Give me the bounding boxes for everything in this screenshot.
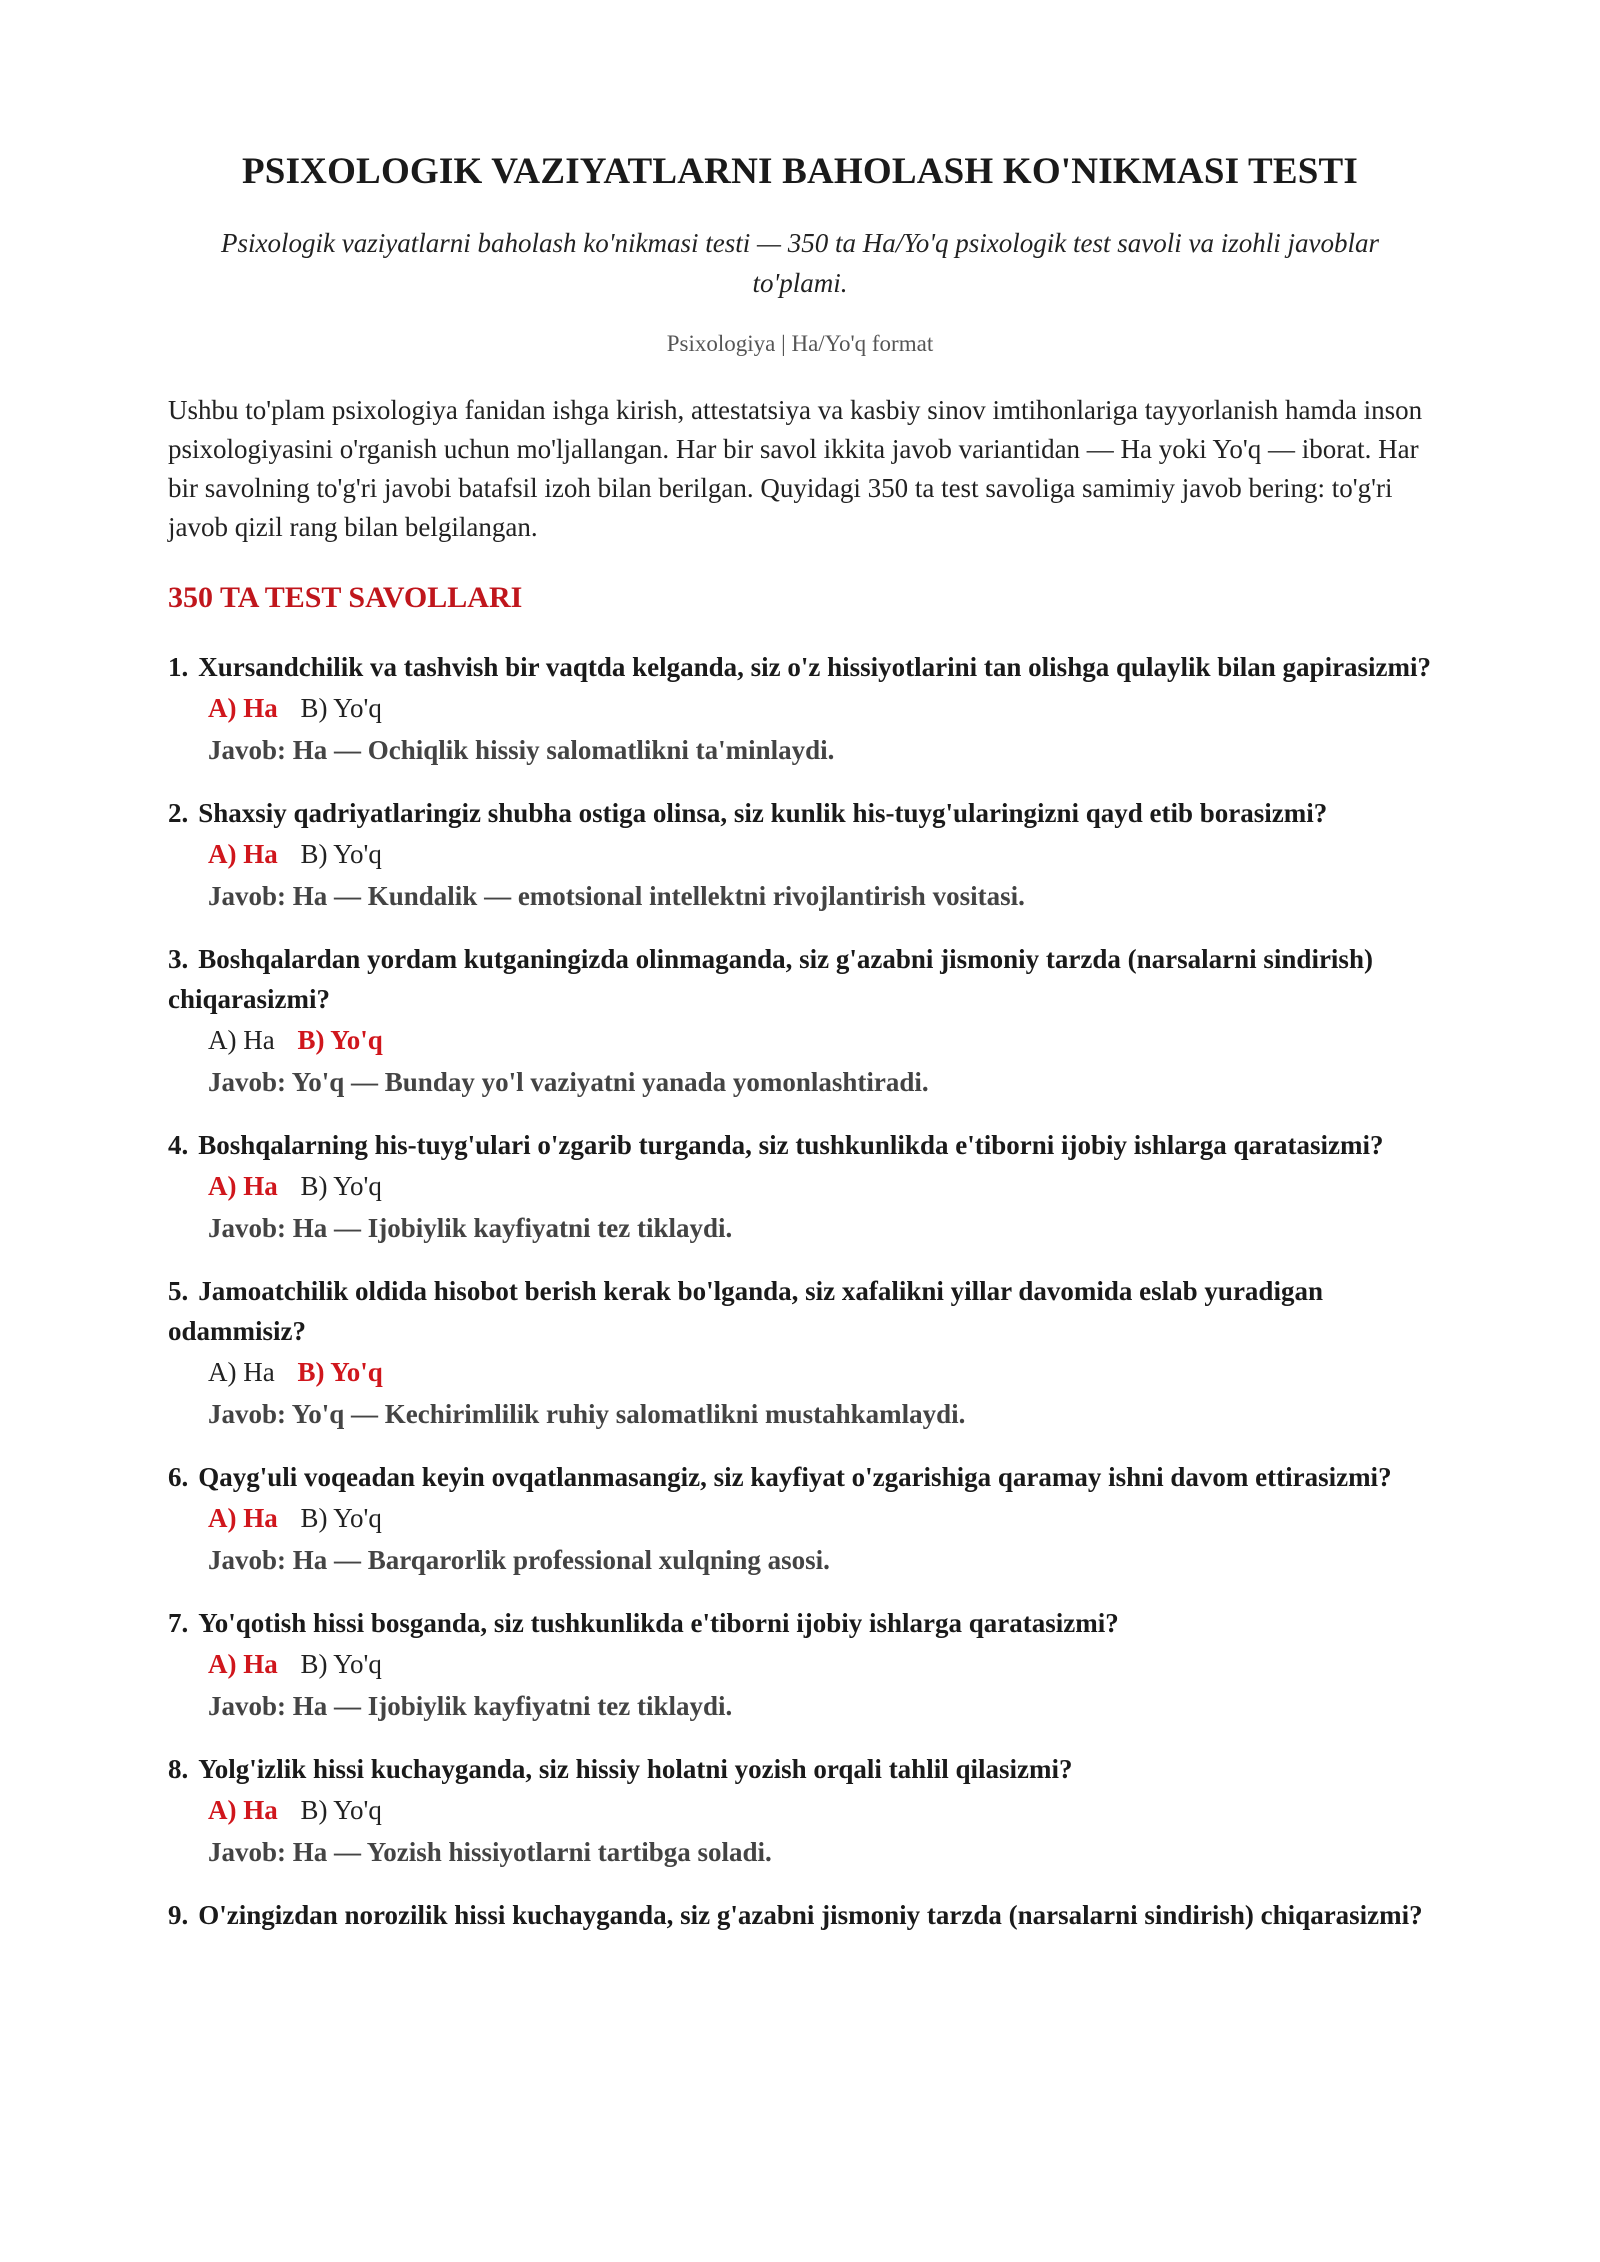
answer-explanation: Javob: Ha — Kundalik — emotsional intellektni rivojlantirish vositasi. — [208, 881, 1025, 911]
question-number: 2. — [168, 798, 189, 828]
answer-options — [208, 1789, 1432, 1831]
option-a: A) Ha — [208, 1025, 275, 1055]
section-heading: 350 TA TEST SAVOLLARI — [168, 581, 523, 614]
answer-options — [208, 1165, 1432, 1207]
question-text — [168, 1271, 1432, 1351]
answer-explanation: Javob: Ha — Ochiqlik hissiy salomatlikni ta'minlaydi. — [208, 735, 835, 765]
question-text — [168, 1603, 1432, 1643]
answer-options — [208, 687, 1432, 729]
intro-paragraph: Ushbu to'plam psixologiya fanidan ishga kirish, attestatsiya va kasbiy sinov imtihonlariga tayyorlanish hamda inson psixologiyasini o'rganish uchun mo'ljallangan. Har bir savol ikkita javob variantidan — Ha yoki Yo'q — iborat. Har bir savolning to'g'ri javobi batafsil izoh bilan berilgan. Quyidagi 350 ta test savoliga samimiy javob bering: to'g'ri javob qizil rang bilan belgilangan. — [168, 395, 1423, 542]
answer-options — [208, 1643, 1432, 1685]
option-a: A) Ha — [208, 1357, 275, 1387]
question-body: Boshqalarning his-tuyg'ulari o'zgarib turganda, siz tushkunlikda e'tiborni ijobiy ishlarga qaratasizmi? — [198, 1130, 1384, 1160]
question-item — [168, 1125, 1432, 1249]
answer-options — [208, 833, 1432, 875]
question-item — [168, 1271, 1432, 1435]
question-body: Xursandchilik va tashvish bir vaqtda kelganda, siz o'z hissiyotlarini tan olishga qulaylik bilan gapirasizmi? — [198, 652, 1432, 682]
answer-explanation: Javob: Ha — Barqarorlik professional xulqning asosi. — [208, 1545, 830, 1575]
question-list — [168, 647, 1432, 1935]
document-meta: Psixologiya | Ha/Yo'q format — [666, 331, 934, 356]
option-a: A) Ha — [208, 1649, 278, 1679]
question-body: O'zingizdan norozilik hissi kuchayganda, siz g'azabni jismoniy tarzda (narsalarni sindirish) chiqarasizmi? — [198, 1900, 1423, 1930]
question-number: 9. — [168, 1900, 189, 1930]
question-number: 7. — [168, 1608, 189, 1638]
question-number: 8. — [168, 1754, 189, 1784]
question-text — [168, 647, 1432, 687]
question-body: Qayg'uli voqeadan keyin ovqatlanmasangiz, siz kayfiyat o'zgarishiga qaramay ishni davom ettirasizmi? — [198, 1462, 1392, 1492]
option-b: B) Yo'q — [300, 839, 382, 869]
question-text — [168, 793, 1432, 833]
question-text — [168, 1749, 1432, 1789]
option-a: A) Ha — [208, 839, 278, 869]
option-b: B) Yo'q — [300, 1795, 382, 1825]
question-item — [168, 1895, 1432, 1935]
question-number: 5. — [168, 1276, 189, 1306]
option-a: A) Ha — [208, 1503, 278, 1533]
question-item — [168, 793, 1432, 917]
question-body: Yo'qotish hissi bosganda, siz tushkunlikda e'tiborni ijobiy ishlarga qaratasizmi? — [198, 1608, 1119, 1638]
question-number: 1. — [168, 652, 189, 682]
option-a: A) Ha — [208, 1795, 278, 1825]
question-text — [168, 1125, 1432, 1165]
question-item — [168, 647, 1432, 771]
question-item — [168, 1457, 1432, 1581]
document-subtitle: Psixologik vaziyatlarni baholash ko'nikmasi testi — 350 ta Ha/Yo'q psixologik test savoli va izohli javoblar to'plami. — [221, 228, 1379, 298]
question-item — [168, 1749, 1432, 1873]
option-b: B) Yo'q — [300, 693, 382, 723]
answer-options — [208, 1497, 1432, 1539]
option-b: B) Yo'q — [297, 1357, 383, 1387]
document-title: PSIXOLOGIK VAZIYATLARNI BAHOLASH KO'NIKMASI TESTI — [241, 151, 1358, 192]
question-number: 4. — [168, 1130, 189, 1160]
question-number: 6. — [168, 1462, 189, 1492]
question-body: Boshqalardan yordam kutganingizda olinmaganda, siz g'azabni jismoniy tarzda (narsalarni sindirish) chiqarasizmi? — [168, 944, 1373, 1014]
answer-options — [208, 1351, 1432, 1393]
question-item — [168, 939, 1432, 1103]
question-text — [168, 1895, 1432, 1935]
answer-explanation: Javob: Ha — Yozish hissiyotlarni tartibga soladi. — [208, 1837, 772, 1867]
answer-explanation: Javob: Ha — Ijobiylik kayfiyatni tez tiklaydi. — [208, 1691, 733, 1721]
question-text — [168, 1457, 1432, 1497]
question-number: 3. — [168, 944, 189, 974]
option-a: A) Ha — [208, 693, 278, 723]
option-a: A) Ha — [208, 1171, 278, 1201]
option-b: B) Yo'q — [300, 1649, 382, 1679]
option-b: B) Yo'q — [300, 1171, 382, 1201]
question-body: Shaxsiy qadriyatlaringiz shubha ostiga olinsa, siz kunlik his-tuyg'ularingizni qayd etib borasizmi? — [198, 798, 1328, 828]
answer-explanation: Javob: Yo'q — Kechirimlilik ruhiy salomatlikni mustahkamlaydi. — [208, 1399, 966, 1429]
option-b: B) Yo'q — [297, 1025, 383, 1055]
question-text — [168, 939, 1432, 1019]
question-body: Yolg'izlik hissi kuchayganda, siz hissiy holatni yozish orqali tahlil qilasizmi? — [198, 1754, 1073, 1784]
answer-options — [208, 1019, 1432, 1061]
answer-explanation: Javob: Ha — Ijobiylik kayfiyatni tez tiklaydi. — [208, 1213, 733, 1243]
question-item — [168, 1603, 1432, 1727]
answer-explanation: Javob: Yo'q — Bunday yo'l vaziyatni yanada yomonlashtiradi. — [208, 1067, 929, 1097]
option-b: B) Yo'q — [300, 1503, 382, 1533]
question-body: Jamoatchilik oldida hisobot berish kerak bo'lganda, siz xafalikni yillar davomida eslab yuradigan odammisiz? — [168, 1276, 1323, 1346]
